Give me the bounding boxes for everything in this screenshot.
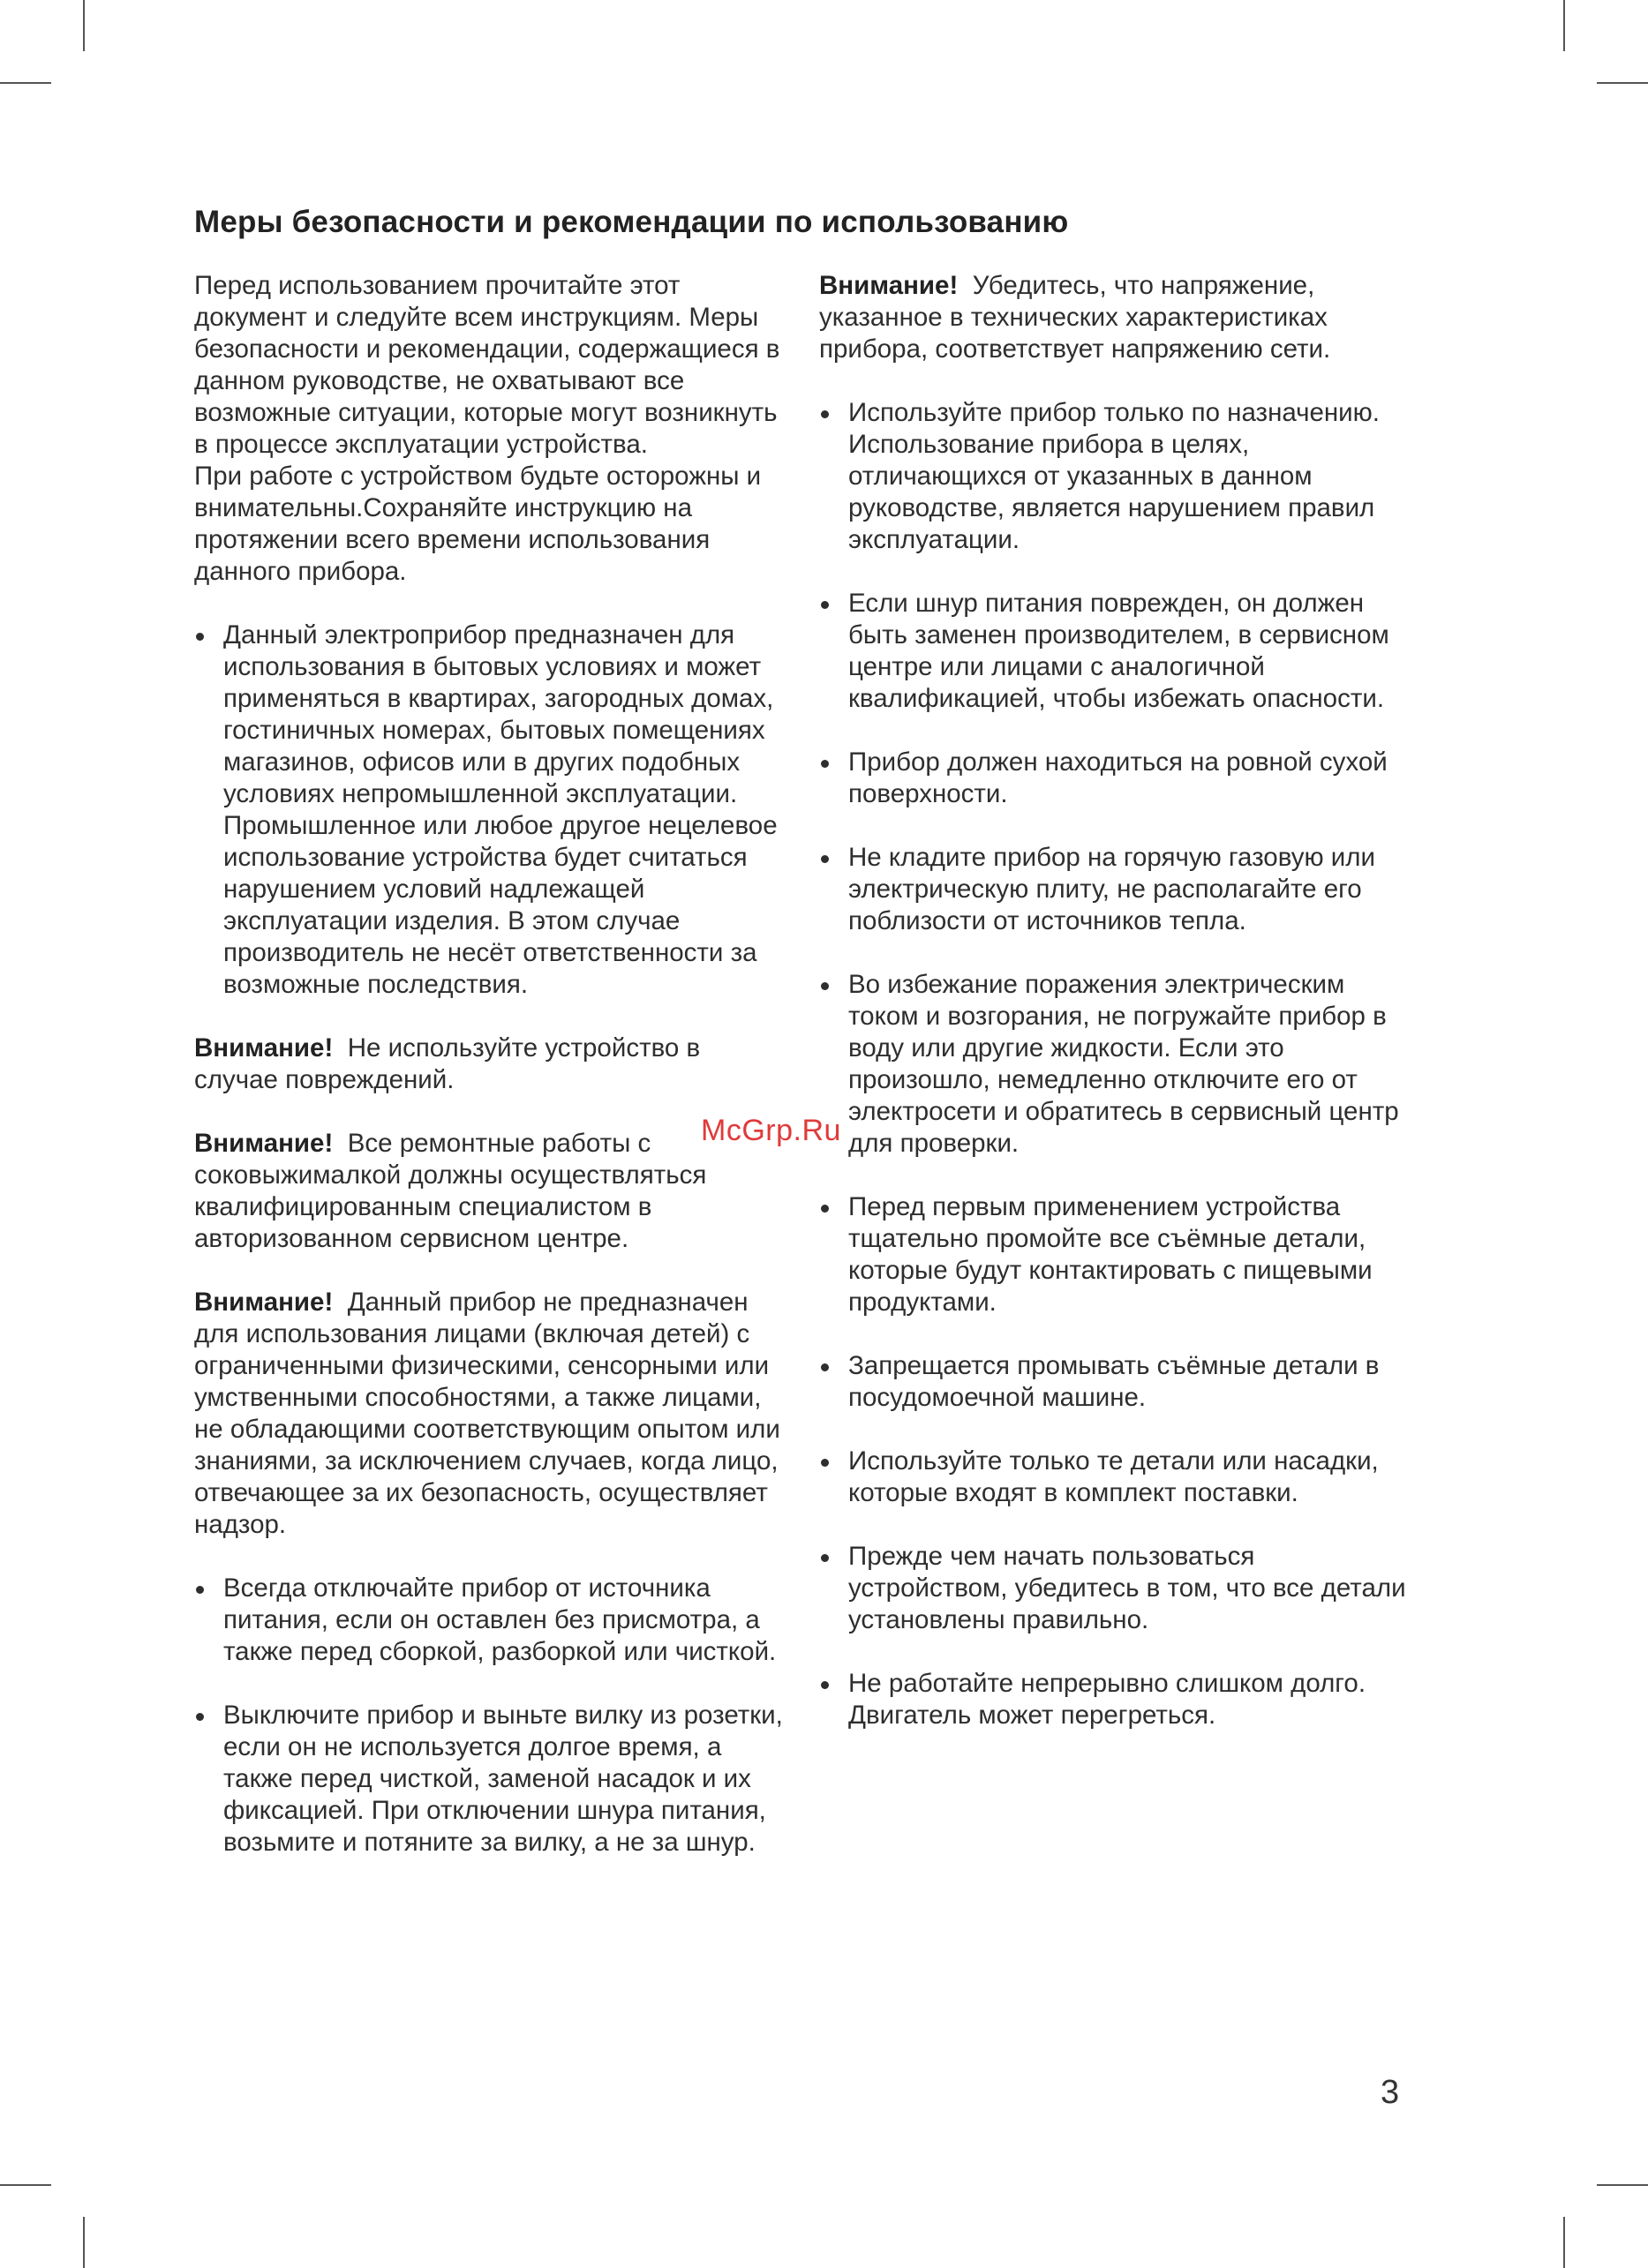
bullet-list-2 (194, 1573, 787, 1859)
bullet-list-right (819, 397, 1419, 1731)
warning-text: Данный прибор не предназначен для использования лицами (включая детей) с ограниченными физическими, сенсорными или умственными способностями, а также лицами, не обладающими соответствующим опытом или знаниями, за исключением случаев, когда лицо, отвечающее за их безопасность, осуществляет надзор. (194, 1288, 780, 1539)
warning-restricted-persons (194, 1287, 787, 1541)
right-column (819, 270, 1419, 1731)
warning-label: Внимание! (194, 1288, 334, 1317)
list-item: Не кладите прибор на горячую газовую или электрическую плиту, не располагайте его поблизости от источников тепла. (819, 842, 1419, 937)
crop-mark-bottom-left-horizontal (0, 2184, 51, 2186)
list-item: Всегда отключайте прибор от источника питания, если он оставлен без присмотра, а также перед сборкой, разборкой или чисткой. (194, 1573, 787, 1668)
bullet-list-1 (194, 620, 787, 1001)
list-item: Во избежание поражения электрическим током и возгорания, не погружайте прибор в воду или другие жидкости. Если это произошло, немедленно отключите его от электросети и обратитесь в сервисный центр для проверки. (819, 969, 1419, 1160)
list-item: Запрещается промывать съёмные детали в посудомоечной машине. (819, 1350, 1419, 1414)
warning-label: Внимание! (194, 1033, 334, 1063)
warning-label: Внимание! (194, 1129, 334, 1158)
crop-mark-bottom-right-horizontal (1597, 2184, 1648, 2186)
list-item: Используйте прибор только по назначению. Использование прибора в целях, отличающихся от указанных в данном руководстве, является нарушением правил эксплуатации. (819, 397, 1419, 556)
list-item: Перед первым применением устройства тщательно промойте все съёмные детали, которые будут контактировать с пищевыми продуктами. (819, 1191, 1419, 1318)
page-title: Меры безопасности и рекомендации по использованию (194, 205, 1069, 239)
list-item: Данный электроприбор предназначен для использования в бытовых условиях и может применяться в квартирах, загородных домах, гостиничных номерах, бытовых помещениях магазинов, офисов или в других подобных условиях непромышленной эксплуатации. Промышленное или любое другое нецелевое использование устройства будет считаться нарушением условий надлежащей эксплуатации изделия. В этом случае производитель не несёт ответственности за возможные последствия. (194, 620, 787, 1001)
list-item: Используйте только те детали или насадки, которые входят в комплект поставки. (819, 1446, 1419, 1509)
list-item: Прибор должен находиться на ровной сухой поверхности. (819, 747, 1419, 810)
list-item: Прежде чем начать пользоваться устройством, убедитесь в том, что все детали установлены правильно. (819, 1541, 1419, 1636)
warning-repairs (194, 1128, 787, 1255)
crop-mark-bottom-left-vertical (83, 2217, 85, 2268)
list-item: Выключите прибор и выньте вилку из розетки, если он не используется долгое время, а также перед чисткой, заменой насадок и их фиксацией. При отключении шнура питания, возьмите и потяните за вилку, а не за шнур. (194, 1700, 787, 1859)
list-item: Не работайте непрерывно слишком долго. Двигатель может перегреться. (819, 1668, 1419, 1731)
watermark: McGrp.Ru (701, 1114, 841, 1147)
warning-damaged-device (194, 1033, 787, 1096)
crop-mark-top-right-vertical (1563, 0, 1565, 51)
page-number: 3 (1381, 2074, 1400, 2111)
list-item: Если шнур питания поврежден, он должен быть заменен производителем, в сервисном центре или лицами с аналогичной квалификацией, чтобы избежать опасности. (819, 588, 1419, 715)
warning-voltage (819, 270, 1419, 365)
warning-text: Убедитесь, что напряжение, указанное в технических характеристиках прибора, соответствует напряжению сети. (819, 271, 1331, 364)
crop-mark-top-left-vertical (83, 0, 85, 51)
crop-mark-bottom-right-vertical (1563, 2217, 1565, 2268)
left-column (194, 270, 787, 1859)
crop-mark-top-left-horizontal (0, 82, 51, 84)
warning-text: Все ремонтные работы с соковыжималкой должны осуществляться квалифицированным специалистом в авторизованном сервисном центре. (194, 1129, 707, 1253)
crop-mark-top-right-horizontal (1597, 82, 1648, 84)
warning-label: Внимание! (819, 271, 959, 300)
warning-text: Не используйте устройство в случае повреждений. (194, 1033, 701, 1094)
intro-paragraph-1: Перед использованием прочитайте этот документ и следуйте всем инструкциям. Меры безопасности и рекомендации, содержащиеся в данном руководстве, не охватывают все возможные ситуации, которые могут возникнуть в процессе эксплуатации устройства. (194, 271, 780, 459)
intro-paragraph-2: При работе с устройством будьте осторожны и внимательны.Сохраняйте инструкцию на протяжении всего времени использования данного прибора. (194, 462, 762, 586)
